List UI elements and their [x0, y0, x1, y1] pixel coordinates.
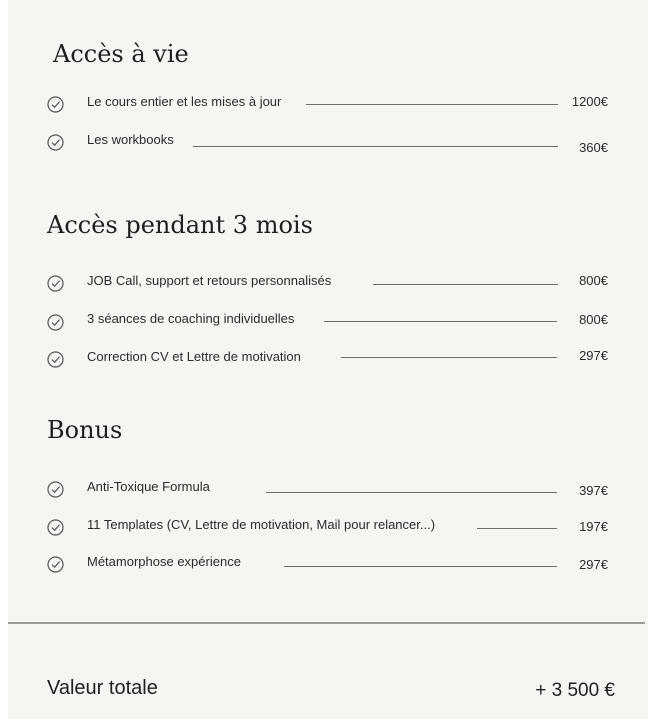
- item-price: 397€: [579, 483, 608, 498]
- section-title-lifetime: Accès à vie: [53, 40, 189, 68]
- list-item: [0, 348, 655, 372]
- item-price: 800€: [579, 273, 608, 288]
- leader-line: [477, 528, 557, 529]
- total-value: + 3 500 €: [535, 680, 615, 701]
- section-title-bonus: Bonus: [47, 416, 123, 444]
- item-label: Métamorphose expérience: [87, 554, 241, 569]
- list-item: [0, 93, 655, 117]
- leader-line: [306, 104, 558, 105]
- check-circle-icon: [47, 556, 64, 573]
- leader-line: [284, 566, 557, 567]
- check-circle-icon: [47, 351, 64, 368]
- item-label: Correction CV et Lettre de motivation: [87, 349, 301, 364]
- list-item: [0, 516, 655, 540]
- item-price: 297€: [579, 557, 608, 572]
- list-item: [0, 131, 655, 155]
- item-label: Anti-Toxique Formula: [87, 479, 210, 494]
- check-circle-icon: [47, 519, 64, 536]
- list-item: [0, 478, 655, 502]
- item-label: Les workbooks: [87, 132, 174, 147]
- check-circle-icon: [47, 275, 64, 292]
- item-label: Le cours entier et les mises à jour: [87, 94, 282, 109]
- list-item: [0, 272, 655, 296]
- list-item: [0, 553, 655, 577]
- total-label: Valeur totale: [47, 677, 158, 699]
- leader-line: [324, 321, 557, 322]
- item-price: 197€: [579, 519, 608, 534]
- item-price: 360€: [579, 140, 608, 155]
- check-circle-icon: [47, 134, 64, 151]
- section-title-three-months: Accès pendant 3 mois: [47, 211, 313, 239]
- divider: [8, 622, 645, 624]
- item-price: 1200€: [571, 94, 608, 109]
- check-circle-icon: [47, 481, 64, 498]
- check-circle-icon: [47, 314, 64, 331]
- list-item: [0, 311, 655, 335]
- leader-line: [373, 284, 558, 285]
- item-label: 3 séances de coaching individuelles: [87, 311, 295, 326]
- item-price: 800€: [579, 312, 608, 327]
- leader-line: [266, 492, 557, 493]
- item-price: 297€: [579, 348, 608, 363]
- leader-line: [341, 357, 557, 358]
- check-circle-icon: [47, 96, 64, 113]
- leader-line: [193, 146, 558, 147]
- item-label: 11 Templates (CV, Lettre de motivation, Mail pour relancer...): [87, 517, 436, 532]
- item-label: JOB Call, support et retours personnalisés: [87, 273, 332, 288]
